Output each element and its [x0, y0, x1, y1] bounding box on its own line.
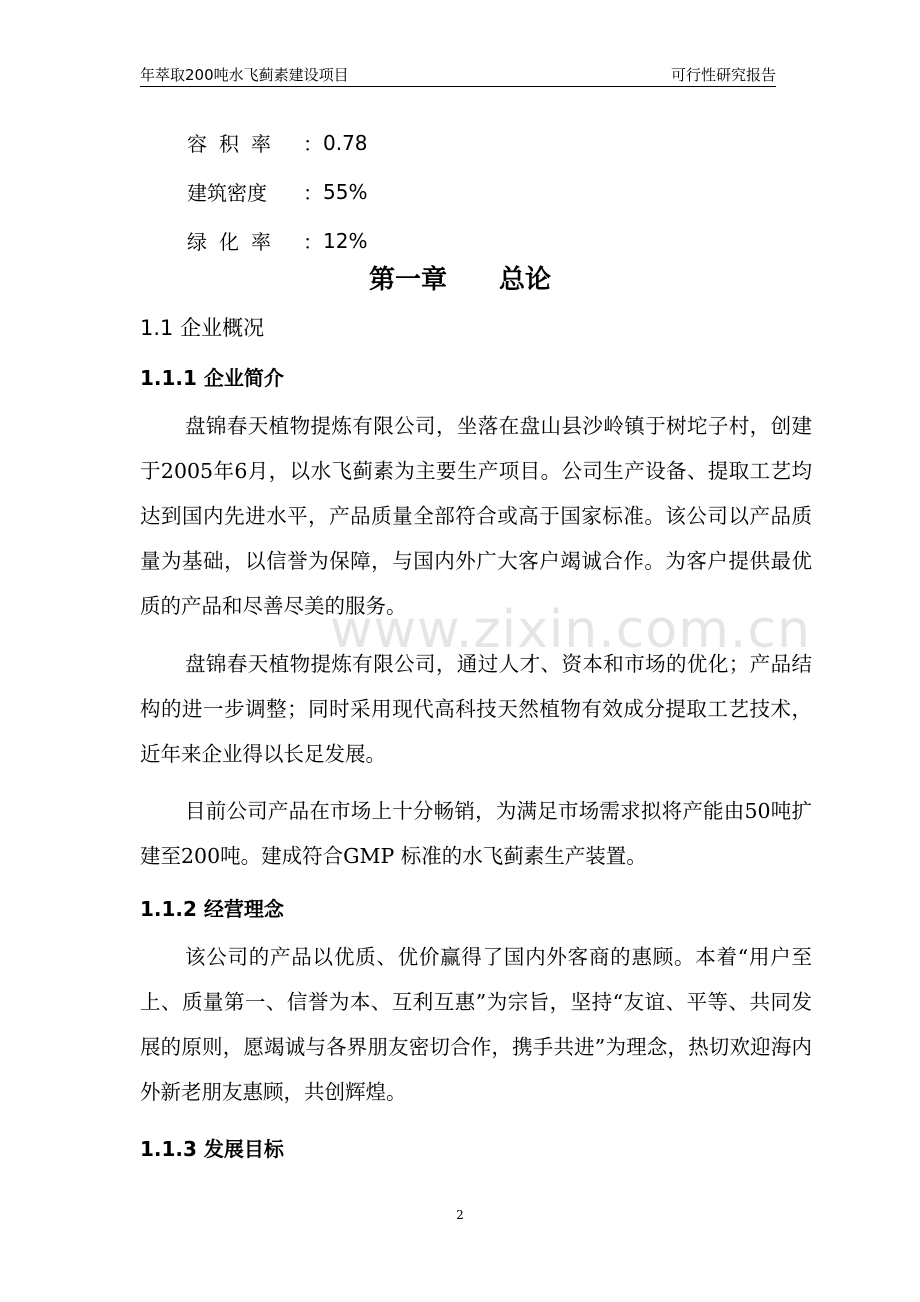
section-heading-1-1: 1.1 企业概况 [140, 316, 265, 340]
indicator-list [187, 118, 368, 265]
paragraph-business-philosophy: 该公司的产品以优质、优价赢得了国内外客商的惠顾。本着“用户至上、质量第一、信誉为本、互利互惠”为宗旨，坚持“友谊、平等、共同发展的原则，愿竭诚与各界朋友密切合作，携手共进”为理念，热切欢迎海内外新老朋友惠顾，共创辉煌。 [140, 945, 812, 1104]
indicator-label: 绿化率 [187, 230, 283, 254]
indicator-separator: ： [303, 230, 323, 254]
section-heading-1-1-2: 1.1.2 经营理念 [140, 897, 284, 921]
indicator-row-plot-ratio [187, 118, 368, 167]
indicator-value: 55% [323, 179, 368, 204]
header-report-type: 可行性研究报告 [670, 66, 776, 84]
watermark: www.zixin.com.cn [330, 600, 811, 660]
paragraph-company-development: 盘锦春天植物提炼有限公司，通过人才、资本和市场的优化；产品结构的进一步调整；同时采用现代高科技天然植物有效成分提取工艺技术，近年来企业得以长足发展。 [140, 652, 812, 766]
page-header [140, 64, 776, 87]
section-heading-1-1-1: 1.1.1 企业简介 [140, 366, 284, 390]
chapter-title: 第一章 总论 [368, 265, 551, 295]
header-project-title: 年萃取200吨水飞蓟素建设项目 [140, 66, 349, 84]
indicator-separator: ： [303, 132, 323, 156]
indicator-row-building-density [187, 167, 368, 216]
indicator-value: 12% [323, 228, 368, 253]
indicator-value: 0.78 [323, 130, 368, 155]
indicator-label: 建筑密度 [187, 181, 267, 205]
page-number: 2 [456, 1208, 464, 1222]
indicator-label: 容积率 [187, 132, 283, 156]
indicator-separator: ： [303, 181, 323, 205]
paragraph-company-intro: 盘锦春天植物提炼有限公司，坐落在盘山县沙岭镇于树坨子村，创建于2005年6月，以水飞蓟素为主要生产项目。公司生产设备、提取工艺均达到国内先进水平，产品质量全部符合或高于国家标准。该公司以产品质量为基础，以信誉为保障，与国内外广大客户竭诚合作。为客户提供最优质的产品和尽善尽美的服务。 [140, 414, 812, 618]
section-heading-1-1-3: 1.1.3 发展目标 [140, 1137, 284, 1161]
paragraph-capacity-expansion: 目前公司产品在市场上十分畅销，为满足市场需求拟将产能由50吨扩建至200吨。建成符合GMP 标准的水飞蓟素生产装置。 [140, 799, 812, 868]
